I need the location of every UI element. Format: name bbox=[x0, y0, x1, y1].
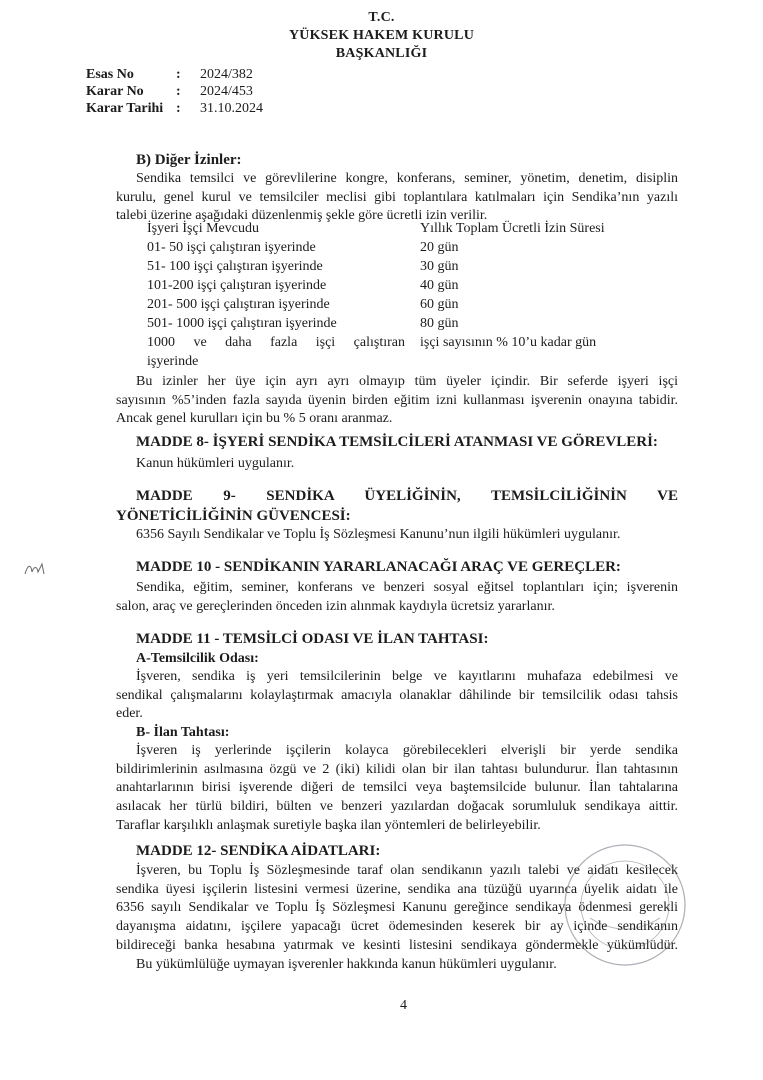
meta-karar-value: 2024/453 bbox=[200, 84, 253, 99]
madde-8-title: MADDE 8- İŞYERİ SENDİKA TEMSİLCİLERİ ATANMASI VE GÖREVLERİ: bbox=[136, 434, 658, 450]
section-b-closing: Bu izinler her üye için ayrı ayrı olmayıp tüm üyeler içindir. Bir seferde işyeri işçi sayısının %5’inden fazla sayıda üyenin birden eğitim izni kullanması işverenin onayına tabidir. Ancak genel kurulları için bu % 5 oranı aranmaz. bbox=[116, 374, 678, 427]
stamp-arc bbox=[590, 918, 660, 929]
table-row-left: 501- 1000 işçi çalıştıran işyerinde bbox=[147, 316, 337, 331]
page-number: 4 bbox=[400, 998, 407, 1013]
section-b-title: B) Diğer İzinler: bbox=[136, 152, 242, 168]
meta-karar: Karar No : 2024/453 bbox=[86, 84, 253, 99]
madde-11-sub-b: B- İlan Tahtası: bbox=[136, 725, 230, 740]
madde-9-text: 6356 Sayılı Sendikalar ve Toplu İş Sözleşmesi Kanunu’nun ilgili hükümleri uygulanır. bbox=[136, 527, 621, 542]
table-row-left: 01- 50 işçi çalıştıran işyerinde bbox=[147, 240, 316, 255]
case-meta bbox=[86, 66, 263, 117]
table-header-left: İşyeri İşçi Mevcudu bbox=[147, 221, 259, 236]
meta-esas-value: 2024/382 bbox=[200, 67, 253, 82]
table-row-right: 80 gün bbox=[420, 316, 459, 331]
header-presidency: BAŞKANLIĞI bbox=[335, 46, 428, 61]
madde-11-a-body: İşveren, sendika iş yeri temsilcilerinin belge ve kayıtlarını muhafaza edebilmesi ve sendikal çalışmalarını kolaylaştırmak amacıyla olanaklar dâhilinde bir temsilcilik odası tahsis eder. bbox=[116, 669, 678, 722]
madde-10-body: Sendika, eğitim, seminer, konferans ve benzeri sosyal eğitsel toplantıları için; işverenin salon, araç ve gereçlerinden önceden izin alınmak kaydıyla ücretsiz yararlanır. bbox=[116, 580, 678, 614]
section-b-intro: Sendika temsilci ve görevlilerine kongre, konferans, seminer, yönetim, denetim, disiplin kurulu, genel kurul ve temsilciler meclisi gibi toplantılara katılmaları için Sendika’nın yazılı talebi üzerine aşağıdaki düzenlenmiş şekle göre ücretli izin verilir. bbox=[116, 171, 678, 224]
madde-9-title: MADDE 9- SENDİKA ÜYELİĞİNİN, TEMSİLCİLİĞİNİN VE bbox=[136, 488, 678, 504]
madde-12-title: MADDE 12- SENDİKA AİDATLARI: bbox=[136, 843, 381, 859]
table-row-right: 40 gün bbox=[420, 278, 459, 293]
madde-11-b-body: İşveren iş yerlerinde işçilerin kolayca görebilecekleri elverişli bir yerde sendika bildirimlerinin asılmasına özgü ve 2 (iki) kilidi olan bir ilan tahtası bulundurur. İlan tahtasının anahtarlarının birisi işverende diğeri de temsilci veya baştemsilcide bulunur. İlan tahtalarına asılacak her türlü bildiri, bülten ve benzeri yazılardan doğacak sorumluluk sendikaya aittir. Taraflar karşılıklı anlaşmak suretiyle başka ilan yöntemleri de belirleyebilir. bbox=[116, 743, 678, 833]
table-row-right: 20 gün bbox=[420, 240, 459, 255]
table-row-right: 30 gün bbox=[420, 259, 459, 274]
header-tc: T.C. bbox=[368, 10, 395, 25]
table-row-left-cont: işyerinde bbox=[147, 354, 199, 369]
table-row-left: 101-200 işçi çalıştıran işyerinde bbox=[147, 278, 327, 293]
stamp-inner-ring bbox=[581, 861, 669, 949]
madde-11-sub-a: A-Temsilcilik Odası: bbox=[136, 651, 259, 666]
madde-12-closing: Bu yükümlülüğe uymayan işverenler hakkında kanun hükümleri uygulanır. bbox=[136, 957, 557, 972]
meta-tarih-value: 31.10.2024 bbox=[200, 101, 263, 116]
madde-12-body: İşveren, bu Toplu İş Sözleşmesinde taraf olan sendikanın yazılı talebi ve aidatı kesilecek sendika üyesi işçilerin listesini vermesi üzerine, sendika ana tüzüğü uyarınca üyelik aidatı ile 6356 sayılı Sendikalar ve Toplu İş Sözleşmesi Kanunu gereğince sendikaya ödenmesi gerekli dayanışma aidatını, işçilere yapacağı ücret ödemesinden keserek bir ay içinde sendikanın bildireceği banka hesabına yatırmak ve kesinti listesini sendikaya göndermekle yükümlüdür. bbox=[116, 863, 678, 953]
madde-9-title-cont: YÖNETİCİLİĞİNİN GÜVENCESİ: bbox=[116, 508, 351, 524]
meta-tarih: Karar Tarihi : 31.10.2024 bbox=[86, 101, 263, 116]
meta-esas: Esas No : 2024/382 bbox=[86, 67, 253, 82]
table-row-right: işçi sayısının % 10’u kadar gün bbox=[420, 335, 597, 350]
madde-8-text: Kanun hükümleri uygulanır. bbox=[136, 456, 295, 471]
official-stamp-icon bbox=[560, 840, 690, 970]
madde-11-title: MADDE 11 - TEMSİLCİ ODASI VE İLAN TAHTASI: bbox=[136, 631, 489, 647]
madde-10-title: MADDE 10 - SENDİKANIN YARARLANACAĞI ARAÇ VE GEREÇLER: bbox=[136, 559, 621, 575]
stamp-outer-ring bbox=[565, 845, 685, 965]
table-row-left: 1000 ve daha fazla işçi çalıştıran bbox=[147, 335, 405, 350]
table-row-left: 201- 500 işçi çalıştıran işyerinde bbox=[147, 297, 330, 312]
header-institution: YÜKSEK HAKEM KURULU bbox=[288, 28, 475, 43]
table-header-right: Yıllık Toplam Ücretli İzin Süresi bbox=[420, 221, 605, 236]
table-row-right: 60 gün bbox=[420, 297, 459, 312]
margin-initial-icon bbox=[22, 558, 50, 580]
table-row-left: 51- 100 işçi çalıştıran işyerinde bbox=[147, 259, 323, 274]
